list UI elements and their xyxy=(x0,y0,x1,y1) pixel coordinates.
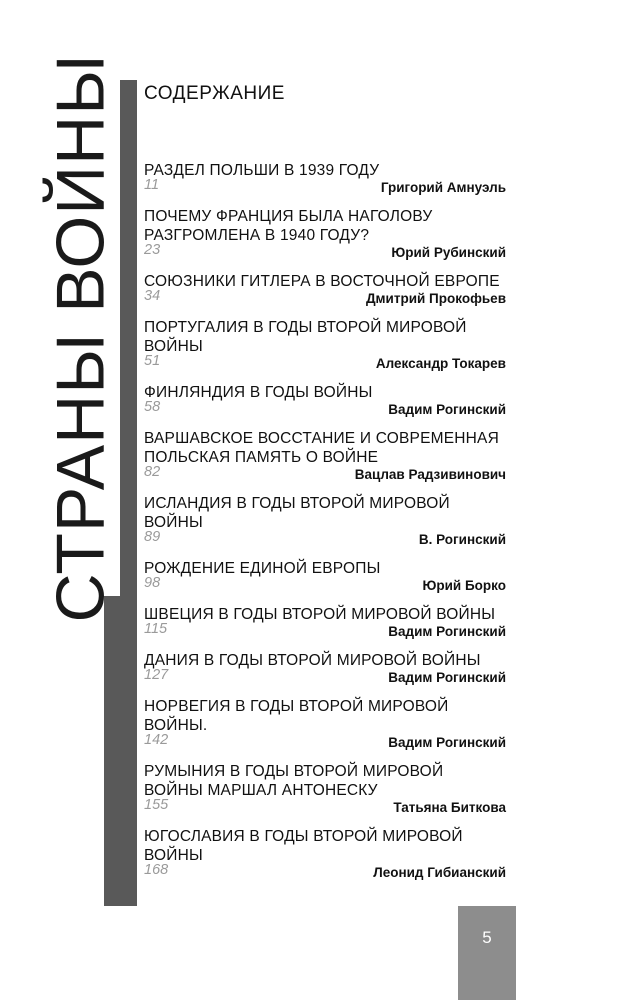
toc-entry[interactable] xyxy=(144,207,506,265)
entry-title: СОЮЗНИКИ ГИТЛЕРА В ВОСТОЧНОЙ ЕВРОПЕ xyxy=(144,273,500,290)
toc-entry[interactable] xyxy=(144,429,506,487)
page-number-box xyxy=(458,906,516,1000)
table-of-contents xyxy=(144,161,506,892)
toc-header: СОДЕРЖАНИЕ xyxy=(144,83,285,104)
entry-page-number: 142 xyxy=(144,732,169,748)
entry-page-number: 34 xyxy=(144,288,161,304)
entry-author: Леонид Гибианский xyxy=(373,865,506,880)
entry-author: Александр Токарев xyxy=(375,356,506,371)
entry-author: Юрий Борко xyxy=(422,578,506,593)
toc-entry[interactable] xyxy=(144,697,506,755)
entry-meta xyxy=(144,177,506,200)
entry-author: Григорий Амнуэль xyxy=(380,180,506,195)
toc-entry[interactable] xyxy=(144,272,506,311)
toc-entry[interactable] xyxy=(144,605,506,644)
toc-entry[interactable] xyxy=(144,383,506,422)
entry-meta xyxy=(144,862,506,885)
entry-title: ЮГОСЛАВИЯ В ГОДЫ ВТОРОЙ МИРОВОЙ ВОЙНЫ xyxy=(144,828,463,864)
entry-title: РОЖДЕНИЕ ЕДИНОЙ ЕВРОПЫ xyxy=(144,560,381,577)
entry-page-number: 155 xyxy=(144,797,169,813)
entry-meta xyxy=(144,529,506,552)
entry-meta xyxy=(144,464,506,487)
toc-entry[interactable] xyxy=(144,559,506,598)
entry-page-number: 98 xyxy=(144,575,161,591)
spine-title xyxy=(42,53,119,623)
entry-title: РУМЫНИЯ В ГОДЫ ВТОРОЙ МИРОВОЙ ВОЙНЫ МАРШАЛ АНТОНЕСКУ xyxy=(144,763,444,799)
entry-author: Вадим Рогинский xyxy=(388,670,506,685)
entry-title: НОРВЕГИЯ В ГОДЫ ВТОРОЙ МИРОВОЙ ВОЙНЫ. xyxy=(144,698,449,734)
entry-title: ПОРТУГАЛИЯ В ГОДЫ ВТОРОЙ МИРОВОЙ ВОЙНЫ xyxy=(144,319,467,355)
entry-author: Вадим Рогинский xyxy=(388,624,506,639)
entry-page-number: 89 xyxy=(144,529,161,545)
entry-title: ДАНИЯ В ГОДЫ ВТОРОЙ МИРОВОЙ ВОЙНЫ xyxy=(144,652,481,669)
entry-meta xyxy=(144,667,506,690)
entry-author: Вадим Рогинский xyxy=(388,402,506,417)
entry-meta xyxy=(144,797,506,820)
toc-entry[interactable] xyxy=(144,762,506,820)
side-bar xyxy=(104,596,137,906)
entry-meta xyxy=(144,242,506,265)
entry-meta xyxy=(144,575,506,598)
entry-title: ИСЛАНДИЯ В ГОДЫ ВТОРОЙ МИРОВОЙ ВОЙНЫ xyxy=(144,495,450,531)
entry-author: Татьяна Биткова xyxy=(393,800,506,815)
entry-page-number: 51 xyxy=(144,353,161,369)
entry-author: В. Рогинский xyxy=(418,532,506,547)
spine-title-text: СТРАНЫ ВОЙНЫ xyxy=(42,53,119,623)
entry-page-number: 115 xyxy=(144,621,168,637)
toc-entry[interactable] xyxy=(144,318,506,376)
entry-author: Юрий Рубинский xyxy=(391,245,506,260)
entry-author: Вацлав Радзивинович xyxy=(354,467,506,482)
entry-title: ФИНЛЯНДИЯ В ГОДЫ ВОЙНЫ xyxy=(144,384,373,401)
entry-meta xyxy=(144,732,506,755)
toc-entry[interactable] xyxy=(144,161,506,200)
entry-meta xyxy=(144,399,506,422)
entry-page-number: 127 xyxy=(144,667,169,683)
entry-page-number: 11 xyxy=(144,177,160,193)
entry-title: ШВЕЦИЯ В ГОДЫ ВТОРОЙ МИРОВОЙ ВОЙНЫ xyxy=(144,606,496,623)
entry-title: РАЗДЕЛ ПОЛЬШИ В 1939 ГОДУ xyxy=(144,162,380,179)
entry-title: ПОЧЕМУ ФРАНЦИЯ БЫЛА НАГОЛОВУ РАЗГРОМЛЕНА В 1940 ГОДУ? xyxy=(144,208,433,244)
entry-meta xyxy=(144,621,506,644)
entry-title: ВАРШАВСКОЕ ВОССТАНИЕ И СОВРЕМЕННАЯ ПОЛЬСКАЯ ПАМЯТЬ О ВОЙНЕ xyxy=(144,430,499,466)
toc-entry[interactable] xyxy=(144,651,506,690)
entry-page-number: 168 xyxy=(144,862,169,878)
entry-author: Вадим Рогинский xyxy=(388,735,506,750)
entry-page-number: 82 xyxy=(144,464,161,480)
entry-author: Дмитрий Прокофьев xyxy=(365,291,506,306)
entry-page-number: 58 xyxy=(144,399,161,415)
entry-meta xyxy=(144,288,506,311)
toc-entry[interactable] xyxy=(144,827,506,885)
entry-page-number: 23 xyxy=(144,242,161,258)
page-number: 5 xyxy=(482,928,492,947)
toc-entry[interactable] xyxy=(144,494,506,552)
entry-meta xyxy=(144,353,506,376)
